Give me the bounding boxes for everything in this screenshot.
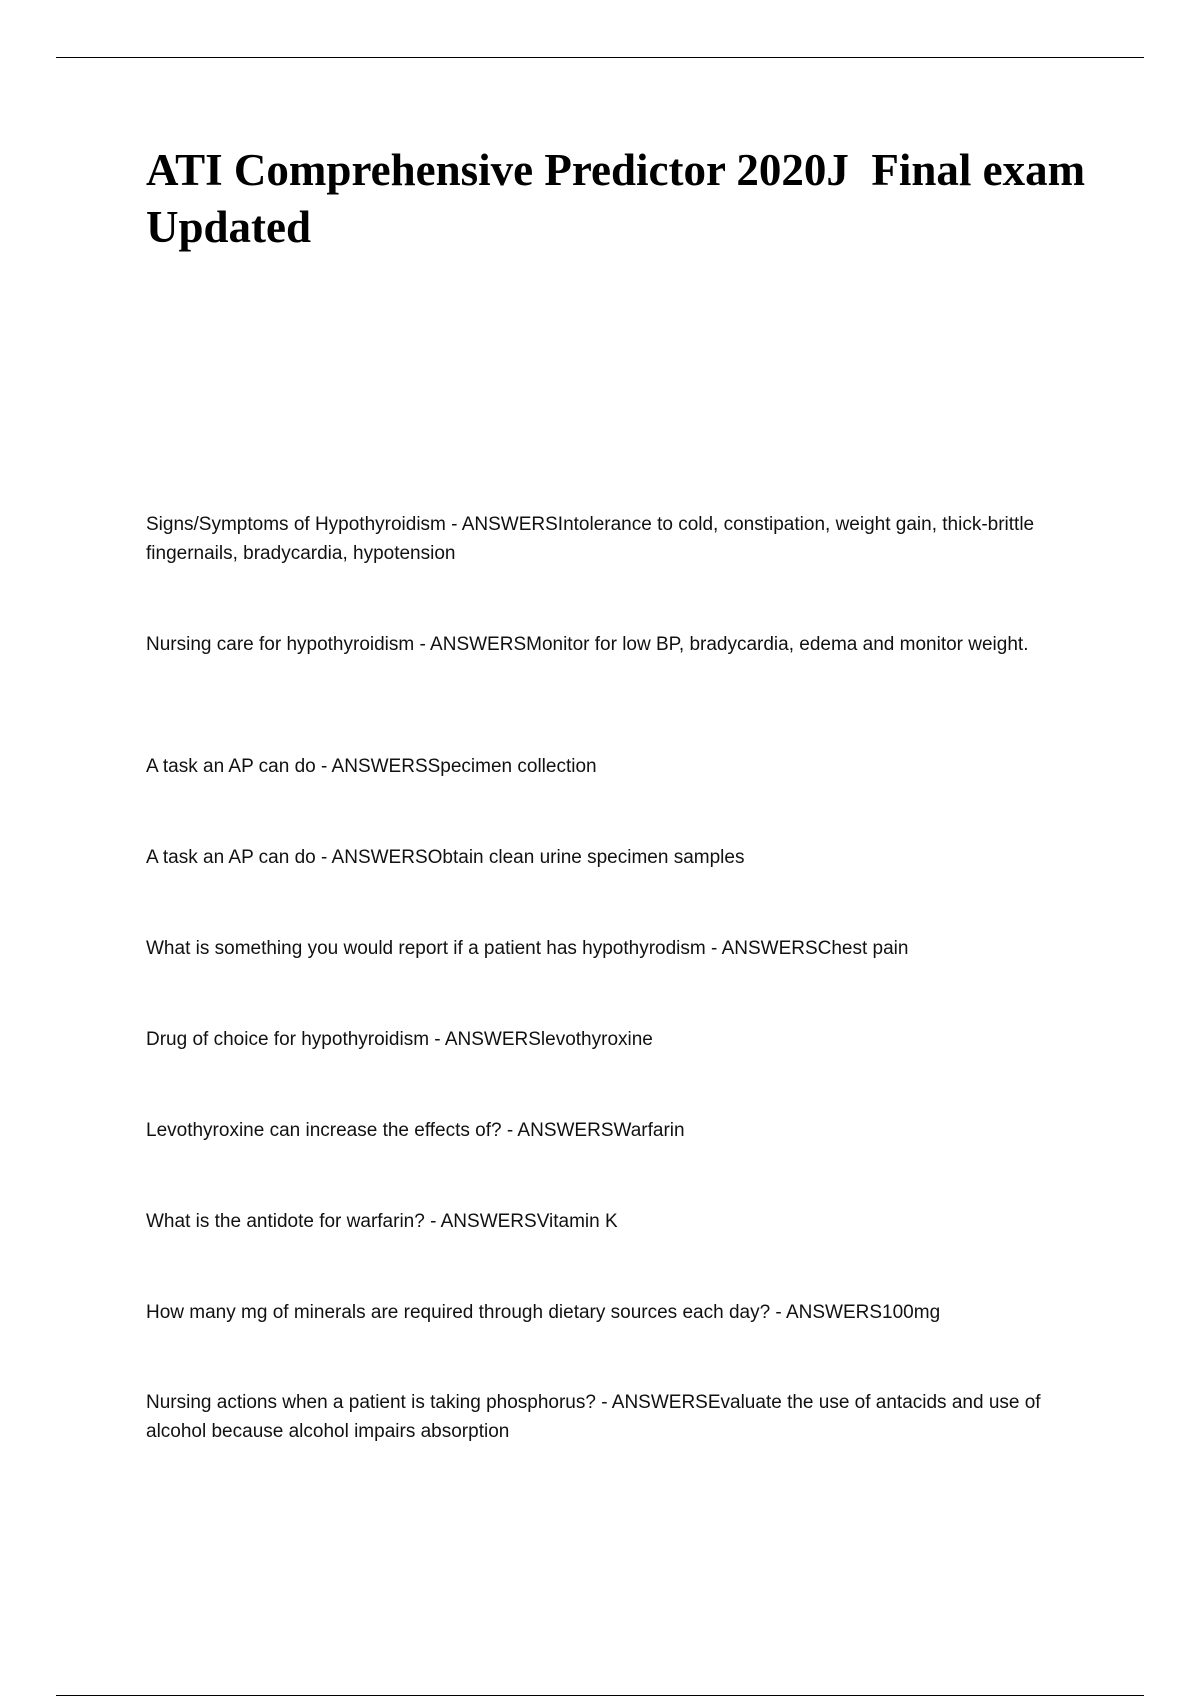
qa-item: Signs/Symptoms of Hypothyroidism - ANSWERSIntolerance to cold, constipation, weight gain, thick-brittle fingernails, bradycardia, hypotension	[146, 514, 1035, 564]
bottom-rule	[56, 1695, 1144, 1696]
qa-item: What is something you would report if a patient has hypothyrodism - ANSWERSChest pain	[146, 938, 909, 959]
qa-item: What is the antidote for warfarin? - ANSWERSVitamin K	[146, 1211, 618, 1232]
document-title: ATI Comprehensive Predictor 2020J Final exam Updated	[146, 145, 1131, 252]
qa-item: Levothyroxine can increase the effects of? - ANSWERSWarfarin	[146, 1120, 685, 1141]
qa-item: Nursing actions when a patient is taking phosphorus? - ANSWERSEvaluate the use of antacids and use of alcohol because alcohol impairs absorption	[146, 1392, 1041, 1442]
qa-item: How many mg of minerals are required through dietary sources each day? - ANSWERS100mg	[146, 1302, 941, 1323]
top-rule	[56, 57, 1144, 58]
qa-item: A task an AP can do - ANSWERSObtain clean urine specimen samples	[146, 847, 745, 868]
qa-item: Drug of choice for hypothyroidism - ANSWERSlevothyroxine	[146, 1029, 653, 1050]
qa-item: A task an AP can do - ANSWERSSpecimen collection	[146, 756, 597, 777]
qa-item: Nursing care for hypothyroidism - ANSWERSMonitor for low BP, bradycardia, edema and monitor weight.	[146, 634, 1029, 655]
